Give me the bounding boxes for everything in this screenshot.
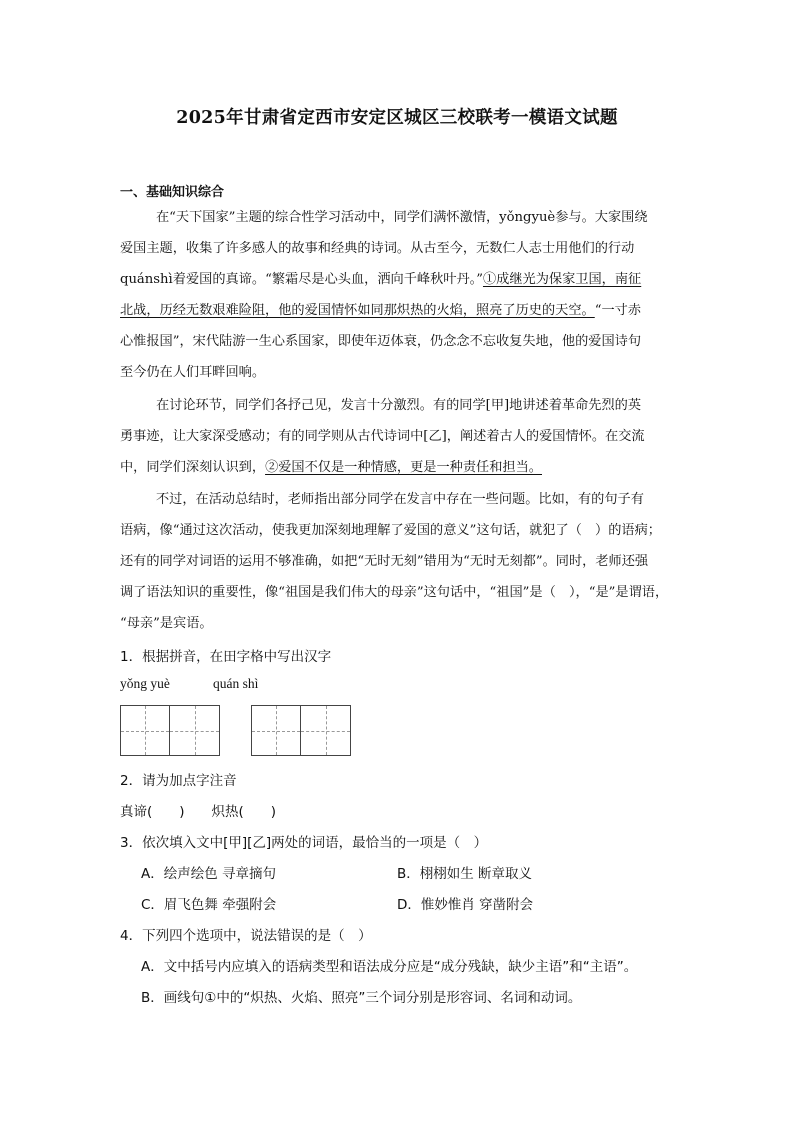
passage-line: 北战，历经无数艰难险阻，他的爱国情怀如同那炽热的火焰，照亮了历史的天空。“一寸赤	[120, 303, 642, 318]
passage-line: 还有的同学对词语的运用不够准确，如把“无时无刻”错用为“无时无刻都”。同时，老师还强	[120, 554, 649, 569]
passage-line: 在讨论环节，同学们各抒己见，发言十分激烈。有的同学[甲]地讲述着革命先烈的英	[156, 398, 642, 413]
tianzige-grid-2[interactable]	[251, 705, 351, 756]
option-a[interactable]: A．文中括号内应填入的语病类型和语法成分应是“成分残缺，缺少主语”和“主语”。	[141, 959, 638, 975]
passage-line: “母亲”是宾语。	[120, 616, 213, 631]
underlined-sentence-1: ①成继光为保家卫国，南征	[482, 272, 642, 287]
option-b[interactable]: B．画线句①中的“炽热、火焰、照亮”三个词分别是形容词、名词和动词。	[141, 990, 582, 1006]
tianzige-cell[interactable]	[252, 706, 301, 755]
tianzige-cell[interactable]	[301, 706, 350, 755]
passage-line: 至今仍在人们耳畔回响。	[120, 365, 266, 380]
passage-line: 勇事迹，让大家深受感动；有的同学则从古代诗词中[乙]，阐述着古人的爱国情怀。在交流	[120, 429, 645, 444]
passage-line: 不过，在活动总结时，老师指出部分同学在发言中存在一些问题。比如，有的句子有	[156, 492, 644, 507]
passage-line: 语病，像“通过这次活动，使我更加深刻地理解了爱国的意义”这句话，就犯了（ ）的语病；	[120, 523, 661, 538]
pinyin-1: yǒng yuè	[120, 676, 170, 691]
tianzige-cell[interactable]	[170, 706, 219, 755]
passage-line: 调了语法知识的重要性，像“祖国是我们伟大的母亲”这句话中，“祖国”是（ ），“是”是谓语，	[120, 585, 669, 600]
question-1-label: 1．根据拼音，在田字格中写出汉字	[120, 649, 332, 665]
passage-line: 心惟报国”，宋代陆游一生心系国家，即使年迈体衰，仍念念不忘收复失地，他的爱国诗句	[120, 334, 642, 349]
tianzige-cell[interactable]	[121, 706, 170, 755]
option-c[interactable]: C．眉飞色舞 牵强附会	[141, 897, 277, 913]
option-d[interactable]: D．惟妙惟肖 穿凿附会	[397, 897, 534, 913]
passage-line: quánshì着爱国的真谛。“繁霜尽是心头血，洒向千峰秋叶丹。”①成继光为保家卫国，南征	[120, 272, 642, 287]
question-4-label: 4．下列四个选项中，说法错误的是（ ）	[120, 928, 372, 944]
question-3-label: 3．依次填入文中[甲][乙]两处的词语，最恰当的一项是（ ）	[120, 835, 488, 851]
section-heading: 一、基础知识综合	[120, 185, 225, 200]
pinyin-2: quán shì	[213, 676, 259, 691]
question-2-label: 2．请为加点字注音	[120, 773, 237, 789]
underlined-sentence-2: ②爱国不仅是一种情感，更是一种责任和担当。	[265, 460, 542, 475]
question-2-text: 真谛( ) 炽热( )	[120, 804, 277, 820]
page-title: 2025年甘肃省定西市安定区城区三校联考一模语文试题	[176, 108, 618, 128]
option-b[interactable]: B．栩栩如生 断章取义	[397, 866, 533, 882]
option-a[interactable]: A．绘声绘色 寻章摘句	[141, 866, 277, 882]
passage-line: 爱国主题，收集了许多感人的故事和经典的诗词。从古至今，无数仁人志士用他们的行动	[120, 241, 635, 256]
underlined-sentence-1: 北战，历经无数艰难险阻，他的爱国情怀如同那炽热的火焰，照亮了历史的天空。	[120, 303, 595, 318]
tianzige-grid-1[interactable]	[120, 705, 220, 756]
passage-line: 在“天下国家”主题的综合性学习活动中，同学们满怀激情，yǒngyuè参与。大家围绕	[156, 210, 648, 225]
passage-line: 中，同学们深刻认识到，②爱国不仅是一种情感，更是一种责任和担当。	[120, 460, 542, 475]
